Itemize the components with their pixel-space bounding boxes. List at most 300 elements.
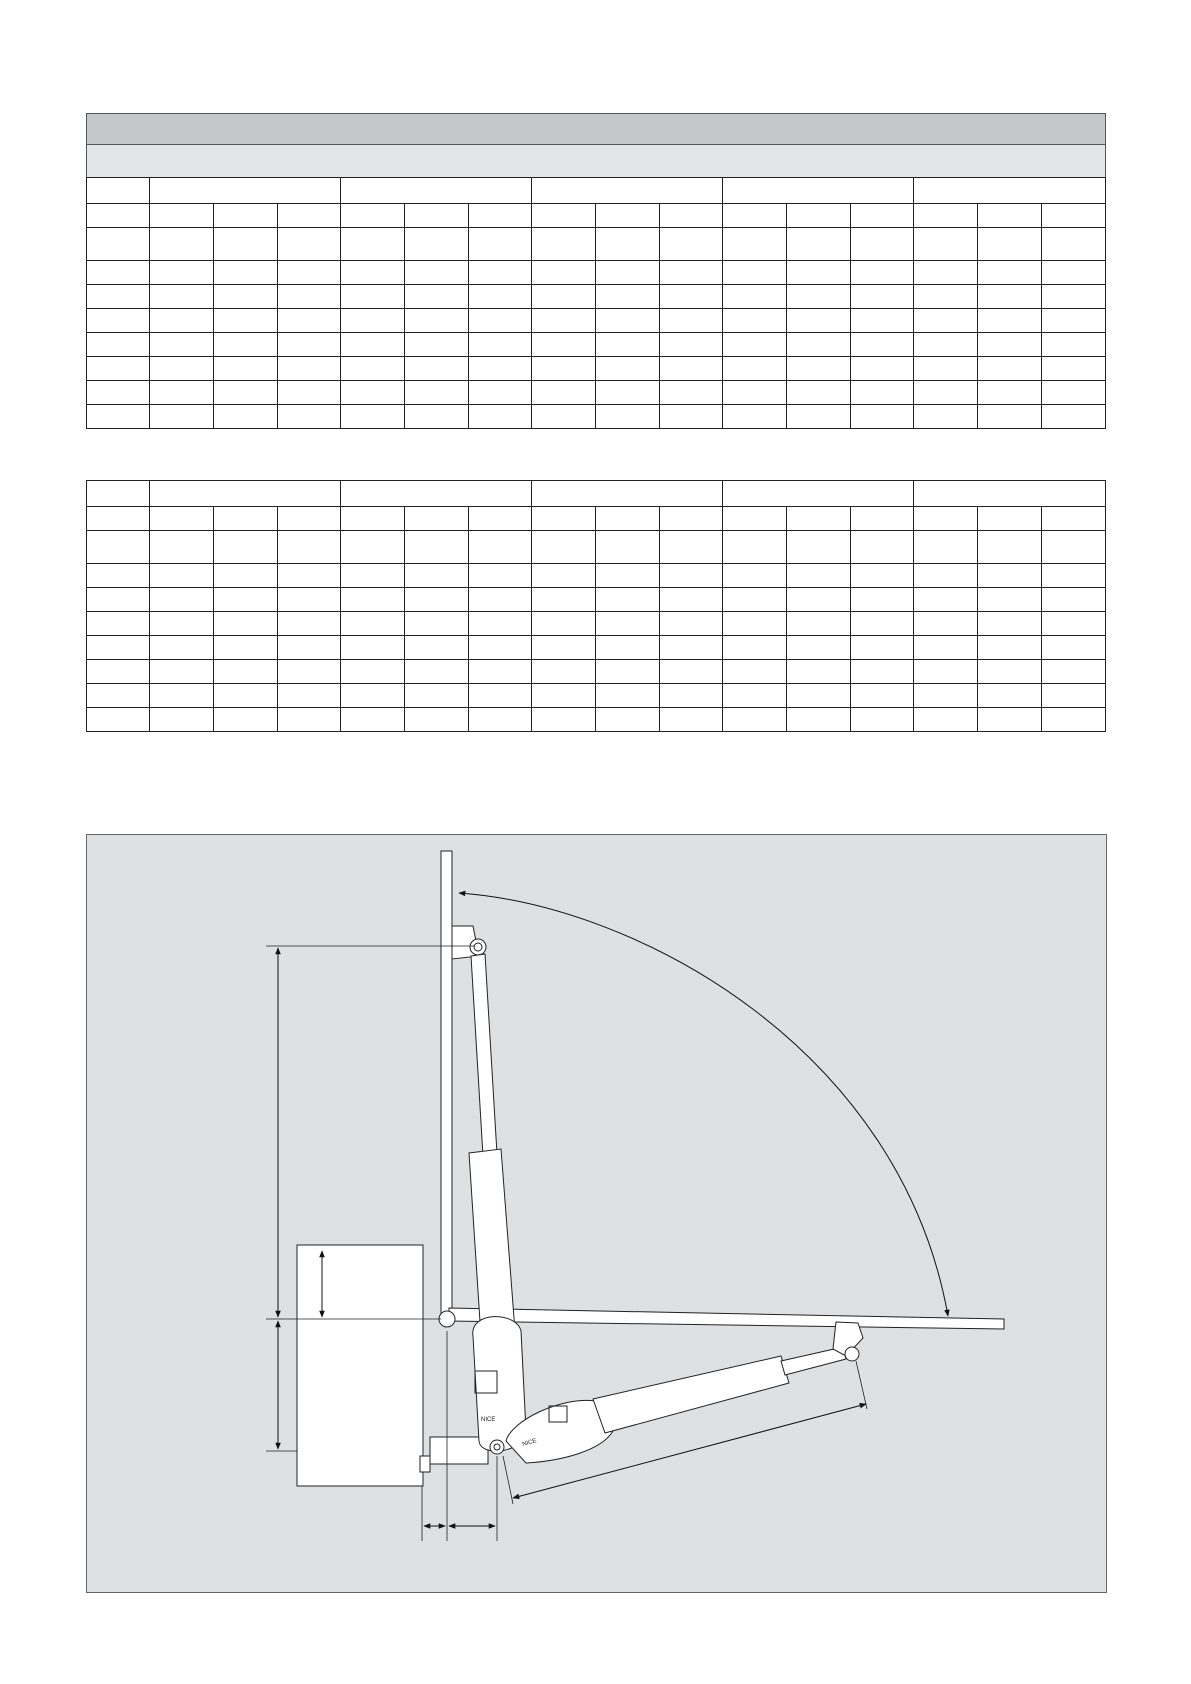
table-cell	[914, 309, 978, 333]
table-cell	[532, 708, 596, 732]
table-cell	[851, 333, 914, 357]
group-header	[914, 178, 1106, 204]
table-cell	[660, 381, 723, 405]
table-cell	[278, 261, 341, 285]
table-cell	[278, 333, 341, 357]
table-cell	[787, 405, 851, 429]
sub-header-cell	[723, 507, 787, 531]
table-cell	[596, 588, 660, 612]
dim-extension-line	[503, 1456, 513, 1504]
table-cell	[341, 684, 405, 708]
table-cell	[914, 333, 978, 357]
table-cell	[978, 333, 1042, 357]
table-cell	[851, 381, 914, 405]
table-row	[87, 660, 1106, 684]
table-row	[87, 684, 1106, 708]
sub-header-cell	[469, 204, 532, 228]
table-cell	[914, 708, 978, 732]
table-cell	[660, 612, 723, 636]
sub-header-cell	[214, 204, 278, 228]
table-cell	[278, 357, 341, 381]
sub-header-cell	[87, 204, 150, 228]
header-cell	[87, 178, 150, 204]
table-cell	[150, 660, 214, 684]
sub-header-row	[87, 507, 1106, 531]
table-cell	[787, 285, 851, 309]
sub-header-cell	[723, 204, 787, 228]
table-cell	[469, 405, 532, 429]
table-cell	[851, 531, 914, 564]
table-cell	[914, 228, 978, 261]
sub-header-cell	[1042, 204, 1106, 228]
table-row	[87, 564, 1106, 588]
table-cell	[214, 531, 278, 564]
group-header	[723, 178, 914, 204]
table-cell	[341, 564, 405, 588]
table-cell	[341, 405, 405, 429]
table-cell	[596, 660, 660, 684]
operator-rod-open	[471, 954, 497, 1156]
table-cell	[660, 531, 723, 564]
table-cell	[787, 708, 851, 732]
table-cell	[914, 381, 978, 405]
table-cell	[405, 564, 469, 588]
table-cell	[851, 636, 914, 660]
table-cell	[469, 588, 532, 612]
table-cell	[787, 381, 851, 405]
table-cell	[405, 684, 469, 708]
table-cell	[787, 309, 851, 333]
table-cell	[469, 660, 532, 684]
table-cell	[596, 309, 660, 333]
table-row	[87, 531, 1106, 564]
table-cell	[214, 684, 278, 708]
table-cell	[532, 588, 596, 612]
sub-header-cell	[787, 204, 851, 228]
table-cell	[978, 531, 1042, 564]
table-cell	[851, 357, 914, 381]
table-cell	[469, 381, 532, 405]
table-cell	[469, 531, 532, 564]
top-table-title-bar	[86, 113, 1106, 144]
table-cell	[596, 228, 660, 261]
table-cell	[978, 405, 1042, 429]
table-cell	[341, 708, 405, 732]
sub-header-cell	[150, 507, 214, 531]
group-header	[532, 481, 723, 507]
table-row	[87, 381, 1106, 405]
table-cell	[1042, 357, 1106, 381]
table-cell	[596, 612, 660, 636]
table-cell	[532, 531, 596, 564]
table-cell	[150, 636, 214, 660]
table-cell	[1042, 381, 1106, 405]
table-cell	[405, 660, 469, 684]
top-table-group-header-row	[87, 178, 1106, 204]
table-cell	[469, 636, 532, 660]
table-cell	[532, 636, 596, 660]
rear-pivot-pin-icon	[494, 1444, 500, 1450]
table-cell	[214, 228, 278, 261]
table-cell	[532, 381, 596, 405]
table-cell	[851, 405, 914, 429]
table-cell	[723, 708, 787, 732]
table-cell	[978, 309, 1042, 333]
table-cell	[341, 381, 405, 405]
table-cell	[278, 684, 341, 708]
table-cell	[469, 309, 532, 333]
table-cell	[214, 309, 278, 333]
table-cell	[278, 612, 341, 636]
sub-header-cell	[914, 507, 978, 531]
group-header	[341, 178, 532, 204]
table-cell	[532, 612, 596, 636]
table-cell	[214, 285, 278, 309]
table-cell	[851, 285, 914, 309]
table-cell	[978, 285, 1042, 309]
table-cell	[278, 381, 341, 405]
table-cell	[405, 612, 469, 636]
sub-header-cell	[341, 507, 405, 531]
table-cell	[978, 636, 1042, 660]
table-cell	[851, 660, 914, 684]
table-cell	[150, 285, 214, 309]
table-cell	[1042, 588, 1106, 612]
table-row	[87, 261, 1106, 285]
table-cell	[723, 660, 787, 684]
table-cell	[723, 405, 787, 429]
table-cell	[405, 333, 469, 357]
table-cell	[1042, 228, 1106, 261]
table-cell	[405, 285, 469, 309]
table-cell	[978, 708, 1042, 732]
table-cell	[469, 285, 532, 309]
table-cell	[914, 636, 978, 660]
table-cell	[660, 564, 723, 588]
table-row	[87, 588, 1106, 612]
group-header	[532, 178, 723, 204]
table-cell	[87, 588, 150, 612]
table-cell	[214, 636, 278, 660]
dim-extension-line	[856, 1361, 867, 1409]
table-cell	[596, 564, 660, 588]
top-data-table	[86, 177, 1106, 429]
sub-header-cell	[851, 507, 914, 531]
table-cell	[978, 588, 1042, 612]
table-cell	[660, 636, 723, 660]
table-cell	[914, 531, 978, 564]
table-cell	[532, 285, 596, 309]
table-cell	[1042, 309, 1106, 333]
table-cell	[1042, 636, 1106, 660]
table-cell	[723, 636, 787, 660]
table-cell	[87, 309, 150, 333]
table-cell	[851, 309, 914, 333]
table-cell	[723, 381, 787, 405]
table-cell	[150, 405, 214, 429]
table-cell	[214, 612, 278, 636]
table-cell	[532, 405, 596, 429]
table-cell	[341, 588, 405, 612]
table-cell	[787, 684, 851, 708]
table-cell	[405, 357, 469, 381]
table-cell	[914, 684, 978, 708]
table-cell	[214, 708, 278, 732]
table-cell	[787, 636, 851, 660]
table-cell	[341, 357, 405, 381]
sub-header-cell	[150, 204, 214, 228]
table-cell	[532, 564, 596, 588]
table-cell	[914, 285, 978, 309]
table-cell	[341, 531, 405, 564]
front-pivot-closed-icon	[845, 1347, 859, 1361]
table-row	[87, 285, 1106, 309]
sub-header-cell	[87, 507, 150, 531]
table-cell	[660, 588, 723, 612]
table-cell	[214, 333, 278, 357]
table-cell	[851, 261, 914, 285]
table-cell	[851, 708, 914, 732]
table-cell	[469, 684, 532, 708]
table-cell	[150, 333, 214, 357]
table-cell	[278, 708, 341, 732]
table-cell	[723, 357, 787, 381]
table-cell	[914, 261, 978, 285]
table-cell	[87, 357, 150, 381]
table-cell	[214, 357, 278, 381]
table-cell	[660, 660, 723, 684]
table-row	[87, 333, 1106, 357]
table-cell	[1042, 684, 1106, 708]
installation-diagram	[87, 835, 1106, 1592]
sub-header-cell	[851, 204, 914, 228]
table-cell	[87, 684, 150, 708]
table-cell	[150, 531, 214, 564]
sub-header-cell	[787, 507, 851, 531]
bottom-table-block	[86, 480, 1106, 732]
sub-header-cell	[532, 507, 596, 531]
table-cell	[87, 660, 150, 684]
table-cell	[660, 228, 723, 261]
table-cell	[914, 405, 978, 429]
table-cell	[1042, 612, 1106, 636]
table-cell	[150, 309, 214, 333]
table-cell	[214, 588, 278, 612]
table-cell	[278, 228, 341, 261]
table-cell	[596, 381, 660, 405]
pillar-shape	[297, 1245, 423, 1486]
table-cell	[723, 684, 787, 708]
table-cell	[150, 612, 214, 636]
table-cell	[660, 333, 723, 357]
top-table-block	[86, 113, 1106, 429]
table-cell	[914, 612, 978, 636]
table-cell	[723, 285, 787, 309]
table-cell	[341, 228, 405, 261]
table-cell	[1042, 405, 1106, 429]
table-cell	[851, 588, 914, 612]
table-cell	[660, 708, 723, 732]
table-cell	[150, 228, 214, 261]
table-cell	[723, 612, 787, 636]
sub-header-cell	[278, 204, 341, 228]
sub-header-cell	[1042, 507, 1106, 531]
table-cell	[660, 684, 723, 708]
table-cell	[978, 612, 1042, 636]
logo-label-1: NICE	[481, 1417, 496, 1423]
table-cell	[469, 612, 532, 636]
table-cell	[851, 612, 914, 636]
table-cell	[723, 309, 787, 333]
table-cell	[787, 564, 851, 588]
table-cell	[150, 588, 214, 612]
table-cell	[914, 357, 978, 381]
table-cell	[341, 309, 405, 333]
table-cell	[278, 285, 341, 309]
table-cell	[596, 405, 660, 429]
table-cell	[87, 405, 150, 429]
group-header	[914, 481, 1106, 507]
table-cell	[278, 660, 341, 684]
table-cell	[914, 660, 978, 684]
sub-header-cell	[660, 507, 723, 531]
sub-header-cell	[596, 204, 660, 228]
table-cell	[978, 261, 1042, 285]
table-cell	[914, 564, 978, 588]
table-cell	[660, 357, 723, 381]
table-cell	[978, 357, 1042, 381]
table-cell	[405, 405, 469, 429]
top-table-subtitle-bar	[86, 144, 1106, 177]
table-row	[87, 708, 1106, 732]
table-cell	[660, 405, 723, 429]
table-cell	[787, 333, 851, 357]
table-cell	[723, 531, 787, 564]
sub-header-cell	[978, 204, 1042, 228]
pivot-pin-icon	[474, 943, 482, 951]
table-cell	[150, 357, 214, 381]
header-cell	[87, 481, 150, 507]
table-cell	[214, 564, 278, 588]
table-cell	[278, 309, 341, 333]
table-cell	[787, 261, 851, 285]
table-cell	[1042, 333, 1106, 357]
table-cell	[596, 261, 660, 285]
table-cell	[87, 531, 150, 564]
table-cell	[278, 405, 341, 429]
table-cell	[278, 636, 341, 660]
table-cell	[1042, 261, 1106, 285]
table-cell	[150, 684, 214, 708]
table-cell	[596, 333, 660, 357]
table-cell	[405, 708, 469, 732]
table-cell	[851, 228, 914, 261]
table-cell	[150, 564, 214, 588]
table-cell	[341, 261, 405, 285]
table-cell	[660, 261, 723, 285]
table-cell	[596, 684, 660, 708]
table-row	[87, 612, 1106, 636]
table-cell	[723, 564, 787, 588]
table-cell	[150, 381, 214, 405]
table-cell	[787, 531, 851, 564]
table-cell	[278, 531, 341, 564]
table-cell	[469, 564, 532, 588]
sub-header-cell	[278, 507, 341, 531]
table-cell	[341, 660, 405, 684]
table-cell	[914, 588, 978, 612]
table-cell	[405, 228, 469, 261]
bottom-data-table	[86, 480, 1106, 732]
sub-header-cell	[405, 204, 469, 228]
table-cell	[341, 333, 405, 357]
table-cell	[87, 285, 150, 309]
sub-header-cell	[405, 507, 469, 531]
sub-header-cell	[596, 507, 660, 531]
table-cell	[532, 228, 596, 261]
table-cell	[532, 357, 596, 381]
table-cell	[851, 684, 914, 708]
group-header	[723, 481, 914, 507]
table-cell	[596, 285, 660, 309]
table-cell	[278, 564, 341, 588]
table-cell	[405, 588, 469, 612]
sub-header-cell	[660, 204, 723, 228]
table-cell	[150, 261, 214, 285]
table-row	[87, 357, 1106, 381]
table-cell	[1042, 531, 1106, 564]
gate-leaf-closed	[449, 1308, 1004, 1329]
table-cell	[341, 285, 405, 309]
table-cell	[1042, 708, 1106, 732]
table-cell	[723, 228, 787, 261]
table-cell	[469, 708, 532, 732]
table-cell	[87, 612, 150, 636]
bottom-table-group-header-row	[87, 481, 1106, 507]
table-cell	[87, 636, 150, 660]
hinge-icon	[439, 1311, 455, 1327]
table-cell	[723, 261, 787, 285]
group-header	[150, 178, 341, 204]
table-cell	[87, 228, 150, 261]
table-cell	[341, 636, 405, 660]
opening-angle-arc	[459, 893, 948, 1316]
table-cell	[532, 309, 596, 333]
sub-header-row	[87, 204, 1106, 228]
table-cell	[405, 381, 469, 405]
table-cell	[405, 531, 469, 564]
table-cell	[87, 381, 150, 405]
table-cell	[532, 333, 596, 357]
table-cell	[214, 660, 278, 684]
table-cell	[405, 309, 469, 333]
table-cell	[150, 708, 214, 732]
sub-header-cell	[914, 204, 978, 228]
pillar-bracket-shape	[420, 1456, 430, 1472]
table-cell	[405, 636, 469, 660]
table-cell	[405, 261, 469, 285]
table-row	[87, 636, 1106, 660]
table-cell	[87, 333, 150, 357]
table-cell	[596, 531, 660, 564]
table-cell	[787, 612, 851, 636]
table-cell	[978, 381, 1042, 405]
table-cell	[787, 660, 851, 684]
group-header	[341, 481, 532, 507]
table-cell	[723, 333, 787, 357]
table-cell	[660, 285, 723, 309]
table-cell	[532, 660, 596, 684]
